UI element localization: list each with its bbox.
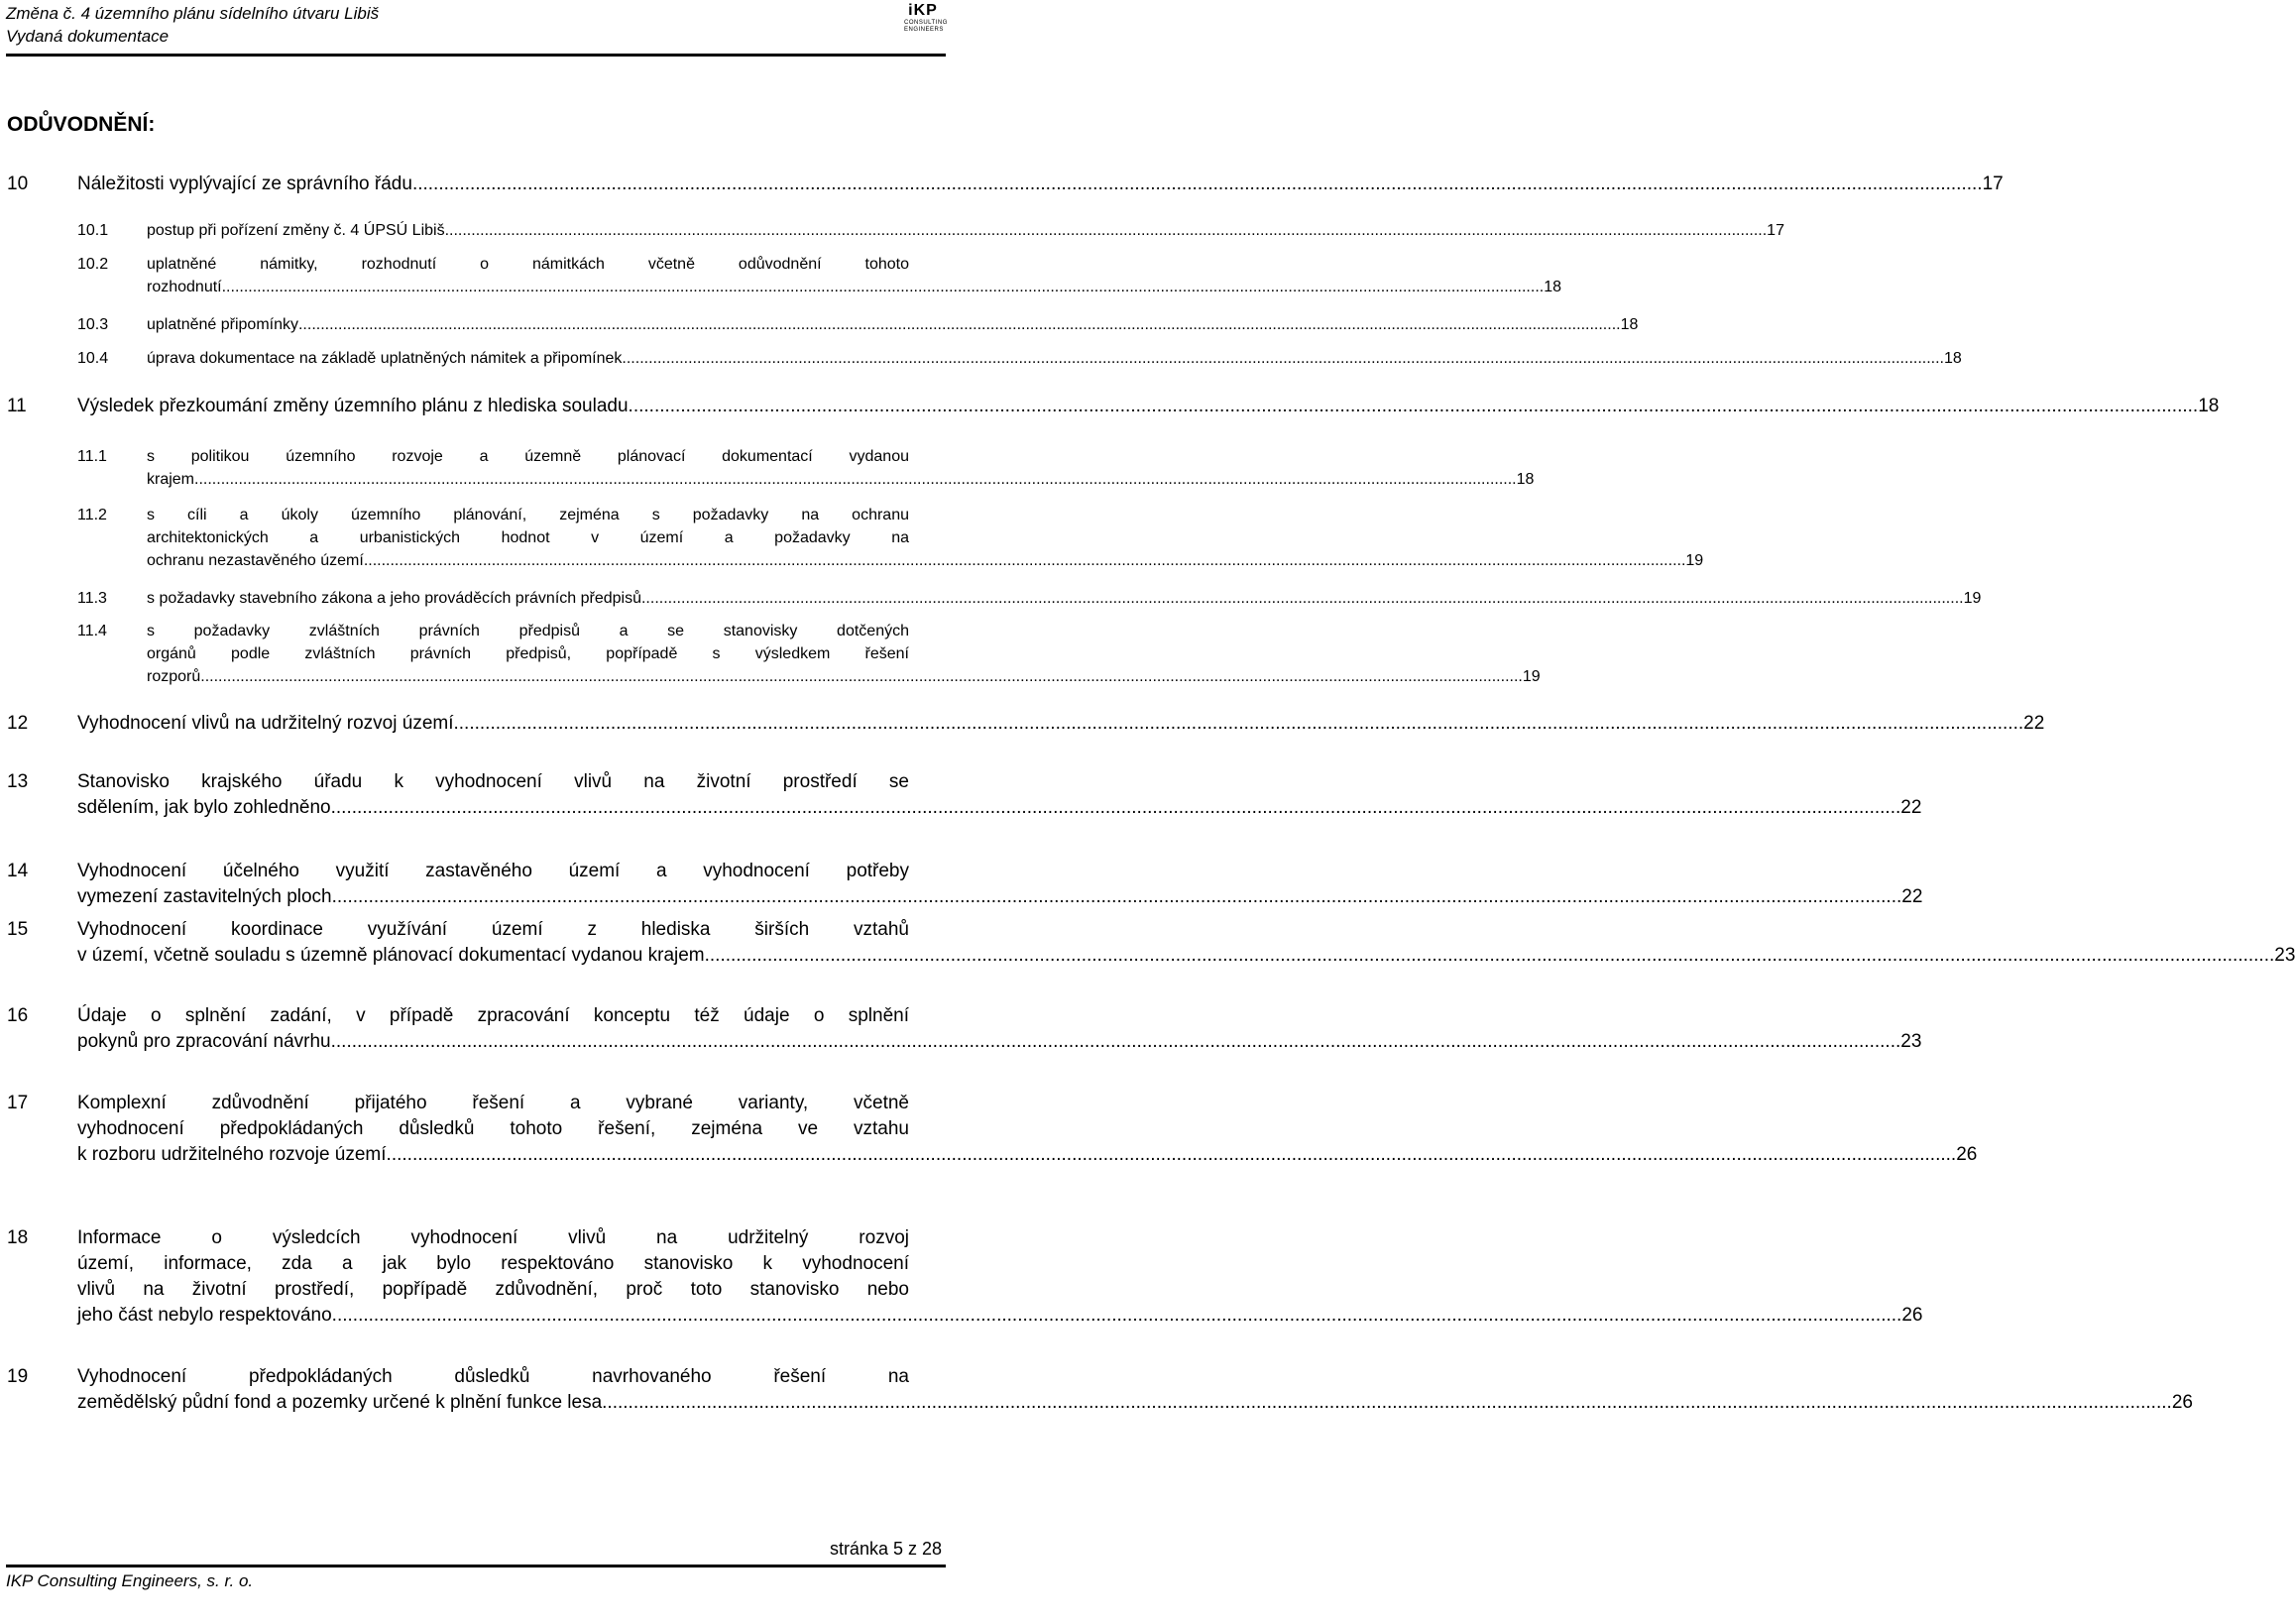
toc-leader-dots: ............................................................................................................................................................................................................................................................................................................ bbox=[640, 590, 1964, 607]
toc-leader-dots: ............................................................................................................................................................................................................................................................................................................ bbox=[330, 1031, 1901, 1052]
toc-entry-title-line: jeho část nebylo respektováno bbox=[77, 1305, 332, 1326]
toc-entry-title-line: s cíli a úkoly územního plánování, zejména s požadavky na ochranu bbox=[147, 507, 909, 523]
toc-leader-dots: ............................................................................................................................................................................................................................................................................................................ bbox=[453, 713, 2024, 734]
document-title: Změna č. 4 územního plánu sídelního útvaru Libiš bbox=[6, 4, 380, 23]
toc-entry-title-line: s požadavky stavebního zákona a jeho prováděcích právních předpisů bbox=[147, 590, 641, 607]
toc-entry-page: 18 bbox=[2198, 396, 2220, 416]
toc-entry-title-line: uplatněné připomínky bbox=[147, 316, 298, 333]
toc-entry-title-line: Údaje o splnění zadání, v případě zpracování konceptu též údaje o splnění bbox=[77, 1005, 909, 1026]
toc-entry-page: 17 bbox=[1767, 222, 1784, 239]
toc-entry-title-line: území, informace, zda a jak bylo respektováno stanovisko k vyhodnocení bbox=[77, 1253, 909, 1274]
page-footer bbox=[6, 1535, 946, 1624]
toc-leader-dots: ............................................................................................................................................................................................................................................................................................................ bbox=[602, 1392, 2172, 1413]
company-name: IKP Consulting Engineers, s. r. o. bbox=[6, 1571, 254, 1590]
toc-entry-title-line: Informace o výsledcích vyhodnocení vlivů na udržitelný rozvoj bbox=[77, 1227, 909, 1248]
toc-entry-title-line: zemědělský půdní fond a pozemky určené k plnění funkce lesa bbox=[77, 1392, 603, 1413]
page-header bbox=[6, 2, 946, 57]
toc-entry-title-line: k rozboru udržitelného rozvoje území bbox=[77, 1144, 387, 1165]
toc-entry-title-line: Vyhodnocení předpokládaných důsledků navrhovaného řešení na bbox=[77, 1366, 909, 1387]
toc-entry-title-line: Náležitosti vyplývající ze správního řádu bbox=[77, 174, 412, 194]
toc-entry-number: 12 bbox=[7, 713, 29, 734]
toc-leader-dots: ............................................................................................................................................................................................................................................................................................................ bbox=[444, 222, 1768, 239]
toc-leader-dots: ............................................................................................................................................................................................................................................................................................................ bbox=[331, 1305, 1902, 1326]
toc-entry-number: 10 bbox=[7, 174, 29, 194]
toc-entry-number: 11.1 bbox=[77, 448, 107, 465]
toc-entry-number: 19 bbox=[7, 1366, 29, 1387]
toc-entry-number: 11.2 bbox=[77, 507, 107, 523]
toc-entry-title-line: postup při pořízení změny č. 4 ÚPSÚ Libiš bbox=[147, 222, 445, 239]
toc-leader-dots: ............................................................................................................................................................................................................................................................................................................ bbox=[704, 945, 2275, 966]
toc-leader-dots: ............................................................................................................................................................................................................................................................................................................ bbox=[628, 396, 2199, 416]
toc-entry-title-line: Výsledek přezkoumání změny územního plánu z hlediska souladu bbox=[77, 396, 629, 416]
toc-leader-dots: ............................................................................................................................................................................................................................................................................................................ bbox=[622, 350, 1944, 367]
page-number: stránka 5 z 28 bbox=[829, 1539, 942, 1559]
toc-entry-title-line: rozporů bbox=[147, 668, 201, 685]
toc-leader-dots: ............................................................................................................................................................................................................................................................................................................ bbox=[200, 668, 1523, 685]
toc-entry-page: 19 bbox=[1685, 552, 1704, 569]
toc-entry-number: 10.1 bbox=[77, 222, 109, 239]
toc-entry-page: 23 bbox=[2274, 945, 2295, 966]
toc-leader-dots: ............................................................................................................................................................................................................................................................................................................ bbox=[194, 471, 1517, 488]
toc-leader-dots: ............................................................................................................................................................................................................................................................................................................ bbox=[386, 1144, 1957, 1165]
toc-entry-number: 17 bbox=[7, 1093, 29, 1113]
toc-entry-title-line: rozhodnutí bbox=[147, 279, 222, 295]
toc-leader-dots: ............................................................................................................................................................................................................................................................................................................ bbox=[221, 279, 1545, 295]
toc-entry-number: 13 bbox=[7, 771, 29, 792]
toc-entry-title-line: ochranu nezastavěného území bbox=[147, 552, 364, 569]
toc-entry-number: 11 bbox=[7, 396, 27, 416]
toc-entry-title-line: Vyhodnocení vlivů na udržitelný rozvoj území bbox=[77, 713, 454, 734]
toc-entry-title-line: s politikou územního rozvoje a územně plánovací dokumentací vydanou bbox=[147, 448, 909, 465]
toc-entry-title-line: Stanovisko krajského úřadu k vyhodnocení vlivů na životní prostředí se bbox=[77, 771, 909, 792]
toc-entry-page: 23 bbox=[1900, 1031, 1922, 1052]
toc-entry-number: 10.4 bbox=[77, 350, 109, 367]
footer-rule bbox=[6, 1565, 946, 1567]
toc-entry-title-line: vyhodnocení předpokládaných důsledků tohoto řešení, zejména ve vztahu bbox=[77, 1118, 909, 1139]
toc-entry-page: 22 bbox=[1901, 886, 1923, 907]
toc-leader-dots: ............................................................................................................................................................................................................................................................................................................ bbox=[331, 886, 1902, 907]
toc-entry-number: 15 bbox=[7, 919, 29, 940]
toc-entry-title-line: Komplexní zdůvodnění přijatého řešení a vybrané varianty, včetně bbox=[77, 1093, 909, 1113]
toc-entry-title-line: vymezení zastavitelných ploch bbox=[77, 886, 332, 907]
toc-entry-page: 17 bbox=[1982, 174, 2004, 194]
toc-entry-title-line: architektonických a urbanistických hodnot v území a požadavky na bbox=[147, 529, 909, 546]
toc-entry-title-line: v území, včetně souladu s územně plánovací dokumentací vydanou krajem bbox=[77, 945, 705, 966]
toc-entry-number: 16 bbox=[7, 1005, 29, 1026]
toc-entry-page: 18 bbox=[1516, 471, 1535, 488]
toc-entry-number: 14 bbox=[7, 861, 29, 881]
toc-leader-dots: ............................................................................................................................................................................................................................................................................................................ bbox=[411, 174, 1983, 194]
toc-entry-number: 10.2 bbox=[77, 256, 109, 273]
toc-entry-number: 11.3 bbox=[77, 590, 107, 607]
logo-text-line-1: CONSULTING bbox=[904, 20, 948, 26]
logo-text-line-2: ENGINEERS bbox=[904, 27, 944, 33]
toc-entry-title-line: orgánů podle zvláštních právních předpisů, popřípadě s výsledkem řešení bbox=[147, 645, 909, 662]
toc-entry-title-line: úprava dokumentace na základě uplatněných námitek a připomínek bbox=[147, 350, 623, 367]
toc-entry-title-line: Vyhodnocení koordinace využívání území z hlediska širších vztahů bbox=[77, 919, 909, 940]
toc-entry-page: 19 bbox=[1522, 668, 1541, 685]
toc-leader-dots: ............................................................................................................................................................................................................................................................................................................ bbox=[363, 552, 1686, 569]
toc-entry-page: 22 bbox=[1900, 797, 1922, 818]
toc-entry-title-line: uplatněné námitky, rozhodnutí o námitkách včetně odůvodnění tohoto bbox=[147, 256, 909, 273]
toc-entry-page: 18 bbox=[1544, 279, 1561, 295]
toc-entry-title-line: krajem bbox=[147, 471, 195, 488]
toc-leader-dots: ............................................................................................................................................................................................................................................................................................................ bbox=[330, 797, 1901, 818]
toc-entry-page: 22 bbox=[2023, 713, 2045, 734]
toc-entry-number: 18 bbox=[7, 1227, 29, 1248]
toc-entry-title-line: sdělením, jak bylo zohledněno bbox=[77, 797, 331, 818]
toc-entry-page: 19 bbox=[1963, 590, 1982, 607]
toc-entry-page: 26 bbox=[1901, 1305, 1923, 1326]
toc-leader-dots: ............................................................................................................................................................................................................................................................................................................ bbox=[297, 316, 1621, 333]
company-logo bbox=[904, 2, 948, 42]
toc-entry-number: 11.4 bbox=[77, 623, 107, 639]
toc-entry-title-line: Vyhodnocení účelného využití zastavěného území a vyhodnocení potřeby bbox=[77, 861, 909, 881]
section-title: ODŮVODNĚNÍ: bbox=[7, 113, 156, 136]
logo-mark: iKP bbox=[908, 2, 938, 19]
toc-entry-page: 26 bbox=[2171, 1392, 2193, 1413]
toc-entry-title-line: s požadavky zvláštních právních předpisů a se stanovisky dotčených bbox=[147, 623, 909, 639]
document-subtitle: Vydaná dokumentace bbox=[6, 27, 170, 46]
toc-entry-page: 18 bbox=[1944, 350, 1962, 367]
toc-entry-page: 26 bbox=[1956, 1144, 1978, 1165]
toc-entry-title-line: pokynů pro zpracování návrhu bbox=[77, 1031, 331, 1052]
toc-entry-number: 10.3 bbox=[77, 316, 109, 333]
toc-entry-page: 18 bbox=[1620, 316, 1639, 333]
toc-entry-title-line: vlivů na životní prostředí, popřípadě zdůvodnění, proč toto stanovisko nebo bbox=[77, 1279, 909, 1300]
